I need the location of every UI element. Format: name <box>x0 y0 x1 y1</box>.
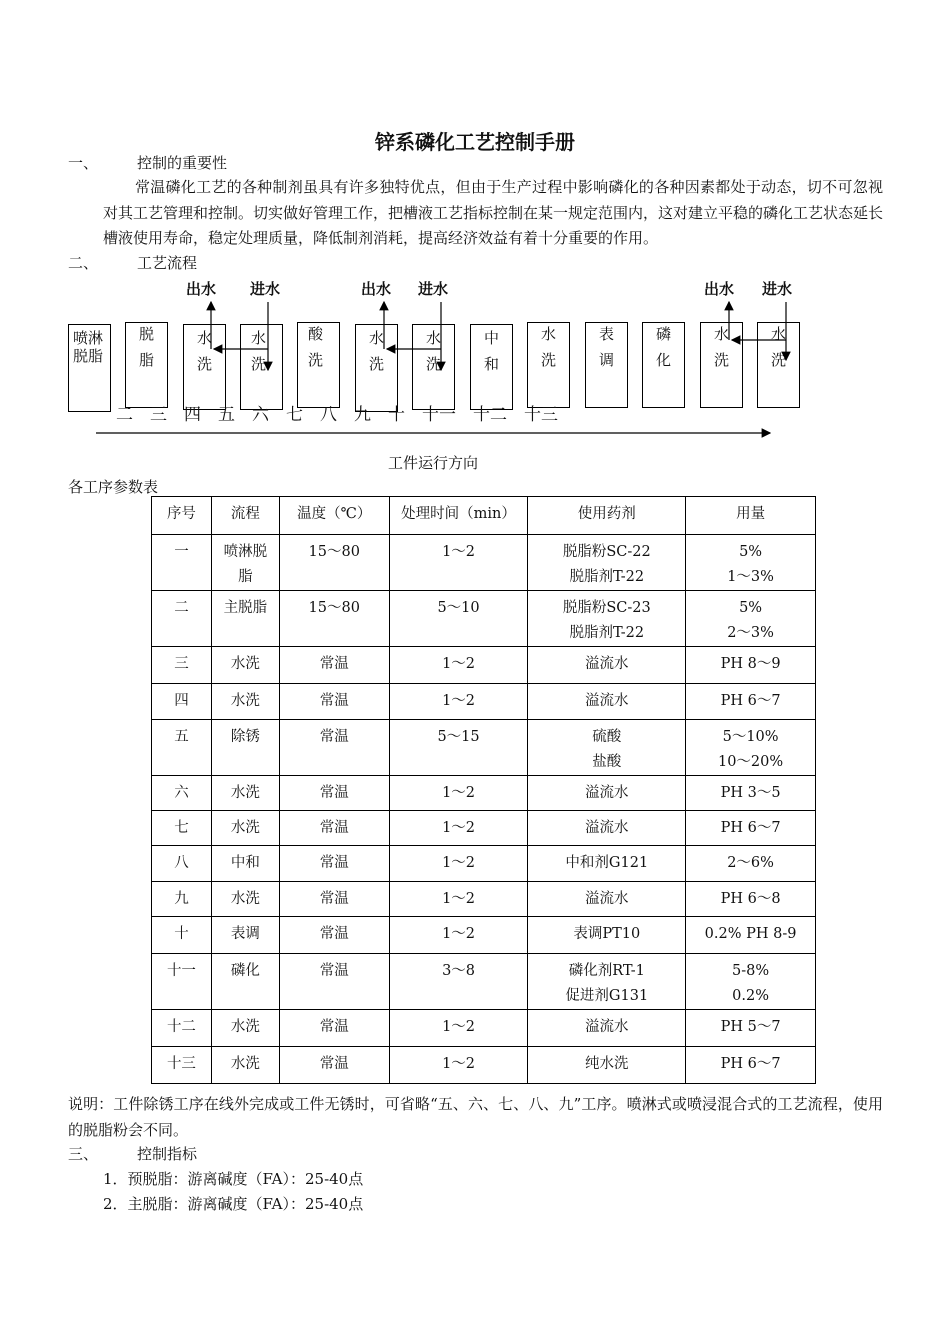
flow-arrows <box>0 270 950 480</box>
table-cell: 常温 <box>279 917 389 954</box>
table-cell: 1～2 <box>389 647 528 684</box>
table-row <box>152 954 816 1010</box>
section-1-title: 控制的重要性 <box>137 154 228 172</box>
table-row <box>152 684 816 720</box>
table-row <box>152 846 816 882</box>
table-cell: 水洗 <box>211 882 279 917</box>
table-cell: 脱脂粉SC-23 脱脂剂T-22 <box>528 591 686 647</box>
table-cell: PH 3～5 <box>686 776 816 811</box>
section-1-number: 一、 <box>68 154 99 172</box>
table-cell: PH 6～7 <box>686 811 816 846</box>
table-cell: 十一 <box>152 954 212 1010</box>
table-cell: 0.2% PH 8-9 <box>686 917 816 954</box>
process-box-7: 水 洗 <box>412 324 455 410</box>
table-cell: 水洗 <box>211 811 279 846</box>
table-cell: PH 6～7 <box>686 684 816 720</box>
table-cell: 五 <box>152 720 212 776</box>
table-cell: 表调 <box>211 917 279 954</box>
table-cell: 1～2 <box>389 1047 528 1084</box>
header-temperature: 温度（℃） <box>279 497 389 535</box>
process-box-11: 磷 化 <box>642 322 685 408</box>
table-cell: 常温 <box>279 882 389 917</box>
table-cell: 主脱脂 <box>211 591 279 647</box>
header-process: 流程 <box>211 497 279 535</box>
table-cell: 5～10% 10～20% <box>686 720 816 776</box>
table-cell: 溢流水 <box>528 811 686 846</box>
process-box-6: 水 洗 <box>355 324 398 412</box>
table-header-row <box>152 497 816 535</box>
table-cell: 脱脂粉SC-22 脱脂剂T-22 <box>528 535 686 591</box>
table-cell: 常温 <box>279 647 389 684</box>
section-2-title: 工艺流程 <box>137 254 198 272</box>
table-cell: 十 <box>152 917 212 954</box>
table-cell: 中和 <box>211 846 279 882</box>
process-box-9: 水 洗 <box>527 322 570 408</box>
table-cell: 1～2 <box>389 811 528 846</box>
table-cell: 常温 <box>279 1047 389 1084</box>
process-box-12: 水 洗 <box>700 322 743 408</box>
table-cell: 表调PT10 <box>528 917 686 954</box>
section-2-number: 二、 <box>68 254 99 272</box>
table-cell: 溢流水 <box>528 684 686 720</box>
table-cell: 1～2 <box>389 535 528 591</box>
table-cell: 常温 <box>279 776 389 811</box>
table-cell: 硫酸 盐酸 <box>528 720 686 776</box>
table-cell: 常温 <box>279 954 389 1010</box>
table-cell: 15～80 <box>279 535 389 591</box>
document-title: 锌系磷化工艺控制手册 <box>375 130 575 154</box>
table-cell: 常温 <box>279 720 389 776</box>
table-cell: 水洗 <box>211 776 279 811</box>
table-cell: 十三 <box>152 1047 212 1084</box>
table-cell: 磷化剂RT-1 促进剂G131 <box>528 954 686 1010</box>
table-cell: 除锈 <box>211 720 279 776</box>
table-cell: 十二 <box>152 1010 212 1047</box>
in-label-3: 进水 <box>762 280 793 298</box>
table-cell: 1～2 <box>389 684 528 720</box>
process-box-10: 表 调 <box>585 322 628 408</box>
table-cell: 1～2 <box>389 882 528 917</box>
table-cell: 1～2 <box>389 846 528 882</box>
table-cell: 常温 <box>279 1010 389 1047</box>
table-cell: 水洗 <box>211 1047 279 1084</box>
in-label-1: 进水 <box>250 280 281 298</box>
table-cell: 3～8 <box>389 954 528 1010</box>
table-cell: 九 <box>152 882 212 917</box>
table-cell: 5% 1～3% <box>686 535 816 591</box>
table-cell: 1～2 <box>389 1010 528 1047</box>
table-cell: 溢流水 <box>528 647 686 684</box>
table-cell: 中和剂G121 <box>528 846 686 882</box>
table-cell: 常温 <box>279 846 389 882</box>
control-item-1: 1．预脱脂：游离碱度（FA）：25-40点 <box>103 1170 364 1188</box>
direction-label: 工件运行方向 <box>388 454 479 472</box>
table-cell: 1～2 <box>389 917 528 954</box>
table-row <box>152 776 816 811</box>
table-caption: 各工序参数表 <box>68 478 159 496</box>
process-box-13: 水 洗 <box>757 322 800 408</box>
table-row <box>152 811 816 846</box>
process-box-4: 水 洗 <box>240 324 283 410</box>
table-row <box>152 591 816 647</box>
table-row <box>152 720 816 776</box>
table-cell: 5-8% 0.2% <box>686 954 816 1010</box>
table-cell: 六 <box>152 776 212 811</box>
header-time: 处理时间（min） <box>389 497 528 535</box>
table-row <box>152 1047 816 1084</box>
process-flow-diagram <box>0 270 950 480</box>
out-label-3: 出水 <box>704 280 735 298</box>
section-3-title: 控制指标 <box>137 1145 198 1163</box>
process-box-2: 脱 脂 <box>125 322 168 408</box>
control-item-2: 2．主脱脂：游离碱度（FA）：25-40点 <box>103 1195 364 1213</box>
table-cell: 三 <box>152 647 212 684</box>
table-cell: 常温 <box>279 684 389 720</box>
table-row <box>152 882 816 917</box>
table-cell: 5% 2～3% <box>686 591 816 647</box>
table-cell: 水洗 <box>211 684 279 720</box>
table-cell: 喷淋脱脂 <box>211 535 279 591</box>
table-cell: 水洗 <box>211 1010 279 1047</box>
table-row <box>152 1010 816 1047</box>
step-numbers: 二 三 四 五 六 七 八 九 十 十一 十二 十三 <box>116 405 558 425</box>
table-row <box>152 647 816 684</box>
table-cell: 5～10 <box>389 591 528 647</box>
out-label-2: 出水 <box>361 280 392 298</box>
table-cell: 2～6% <box>686 846 816 882</box>
table-cell: 二 <box>152 591 212 647</box>
in-label-2: 进水 <box>418 280 449 298</box>
table-cell: 磷化 <box>211 954 279 1010</box>
header-seq: 序号 <box>152 497 212 535</box>
table-cell: 一 <box>152 535 212 591</box>
section-1-paragraph: 常温磷化工艺的各种制剂虽具有许多独特优点，但由于生产过程中影响磷化的各种因素都处于动态，切不可忽视对其工艺管理和控制。切实做好管理工作，把槽液工艺指标控制在某一规定范围内，这对建立平稳的磷化工艺状态延长槽液使用寿命，稳定处理质量，降低制剂消耗，提高经济效益有着十分重要的作用。 <box>103 178 884 247</box>
section-3-number: 三、 <box>68 1145 99 1163</box>
table-row <box>152 917 816 954</box>
table-cell: 四 <box>152 684 212 720</box>
table-row <box>152 535 816 591</box>
table-cell: 15～80 <box>279 591 389 647</box>
table-cell: 溢流水 <box>528 882 686 917</box>
header-chemicals: 使用药剂 <box>528 497 686 535</box>
table-cell: 纯水洗 <box>528 1047 686 1084</box>
table-cell: 七 <box>152 811 212 846</box>
table-cell: PH 8～9 <box>686 647 816 684</box>
process-box-8: 中 和 <box>470 324 513 410</box>
out-label-1: 出水 <box>186 280 217 298</box>
process-box-3: 水 洗 <box>183 324 226 410</box>
table-cell: 5～15 <box>389 720 528 776</box>
table-cell: 溢流水 <box>528 776 686 811</box>
process-box-5: 酸 洗 <box>297 322 340 408</box>
process-box-1: 喷淋 脱脂 <box>68 324 111 412</box>
process-parameter-table <box>151 496 816 1084</box>
note-paragraph: 说明：工件除锈工序在线外完成或工件无锈时，可省略“五、六、七、八、九”工序。喷淋式或喷浸混合式的工艺流程，使用的脱脂粉会不同。 <box>68 1095 883 1139</box>
table-cell: 常温 <box>279 811 389 846</box>
table-cell: 八 <box>152 846 212 882</box>
table-cell: PH 5～7 <box>686 1010 816 1047</box>
table-cell: PH 6～7 <box>686 1047 816 1084</box>
table-cell: PH 6～8 <box>686 882 816 917</box>
table-cell: 溢流水 <box>528 1010 686 1047</box>
table-cell: 水洗 <box>211 647 279 684</box>
header-dosage: 用量 <box>686 497 816 535</box>
table-cell: 1～2 <box>389 776 528 811</box>
table-body <box>152 535 816 1084</box>
